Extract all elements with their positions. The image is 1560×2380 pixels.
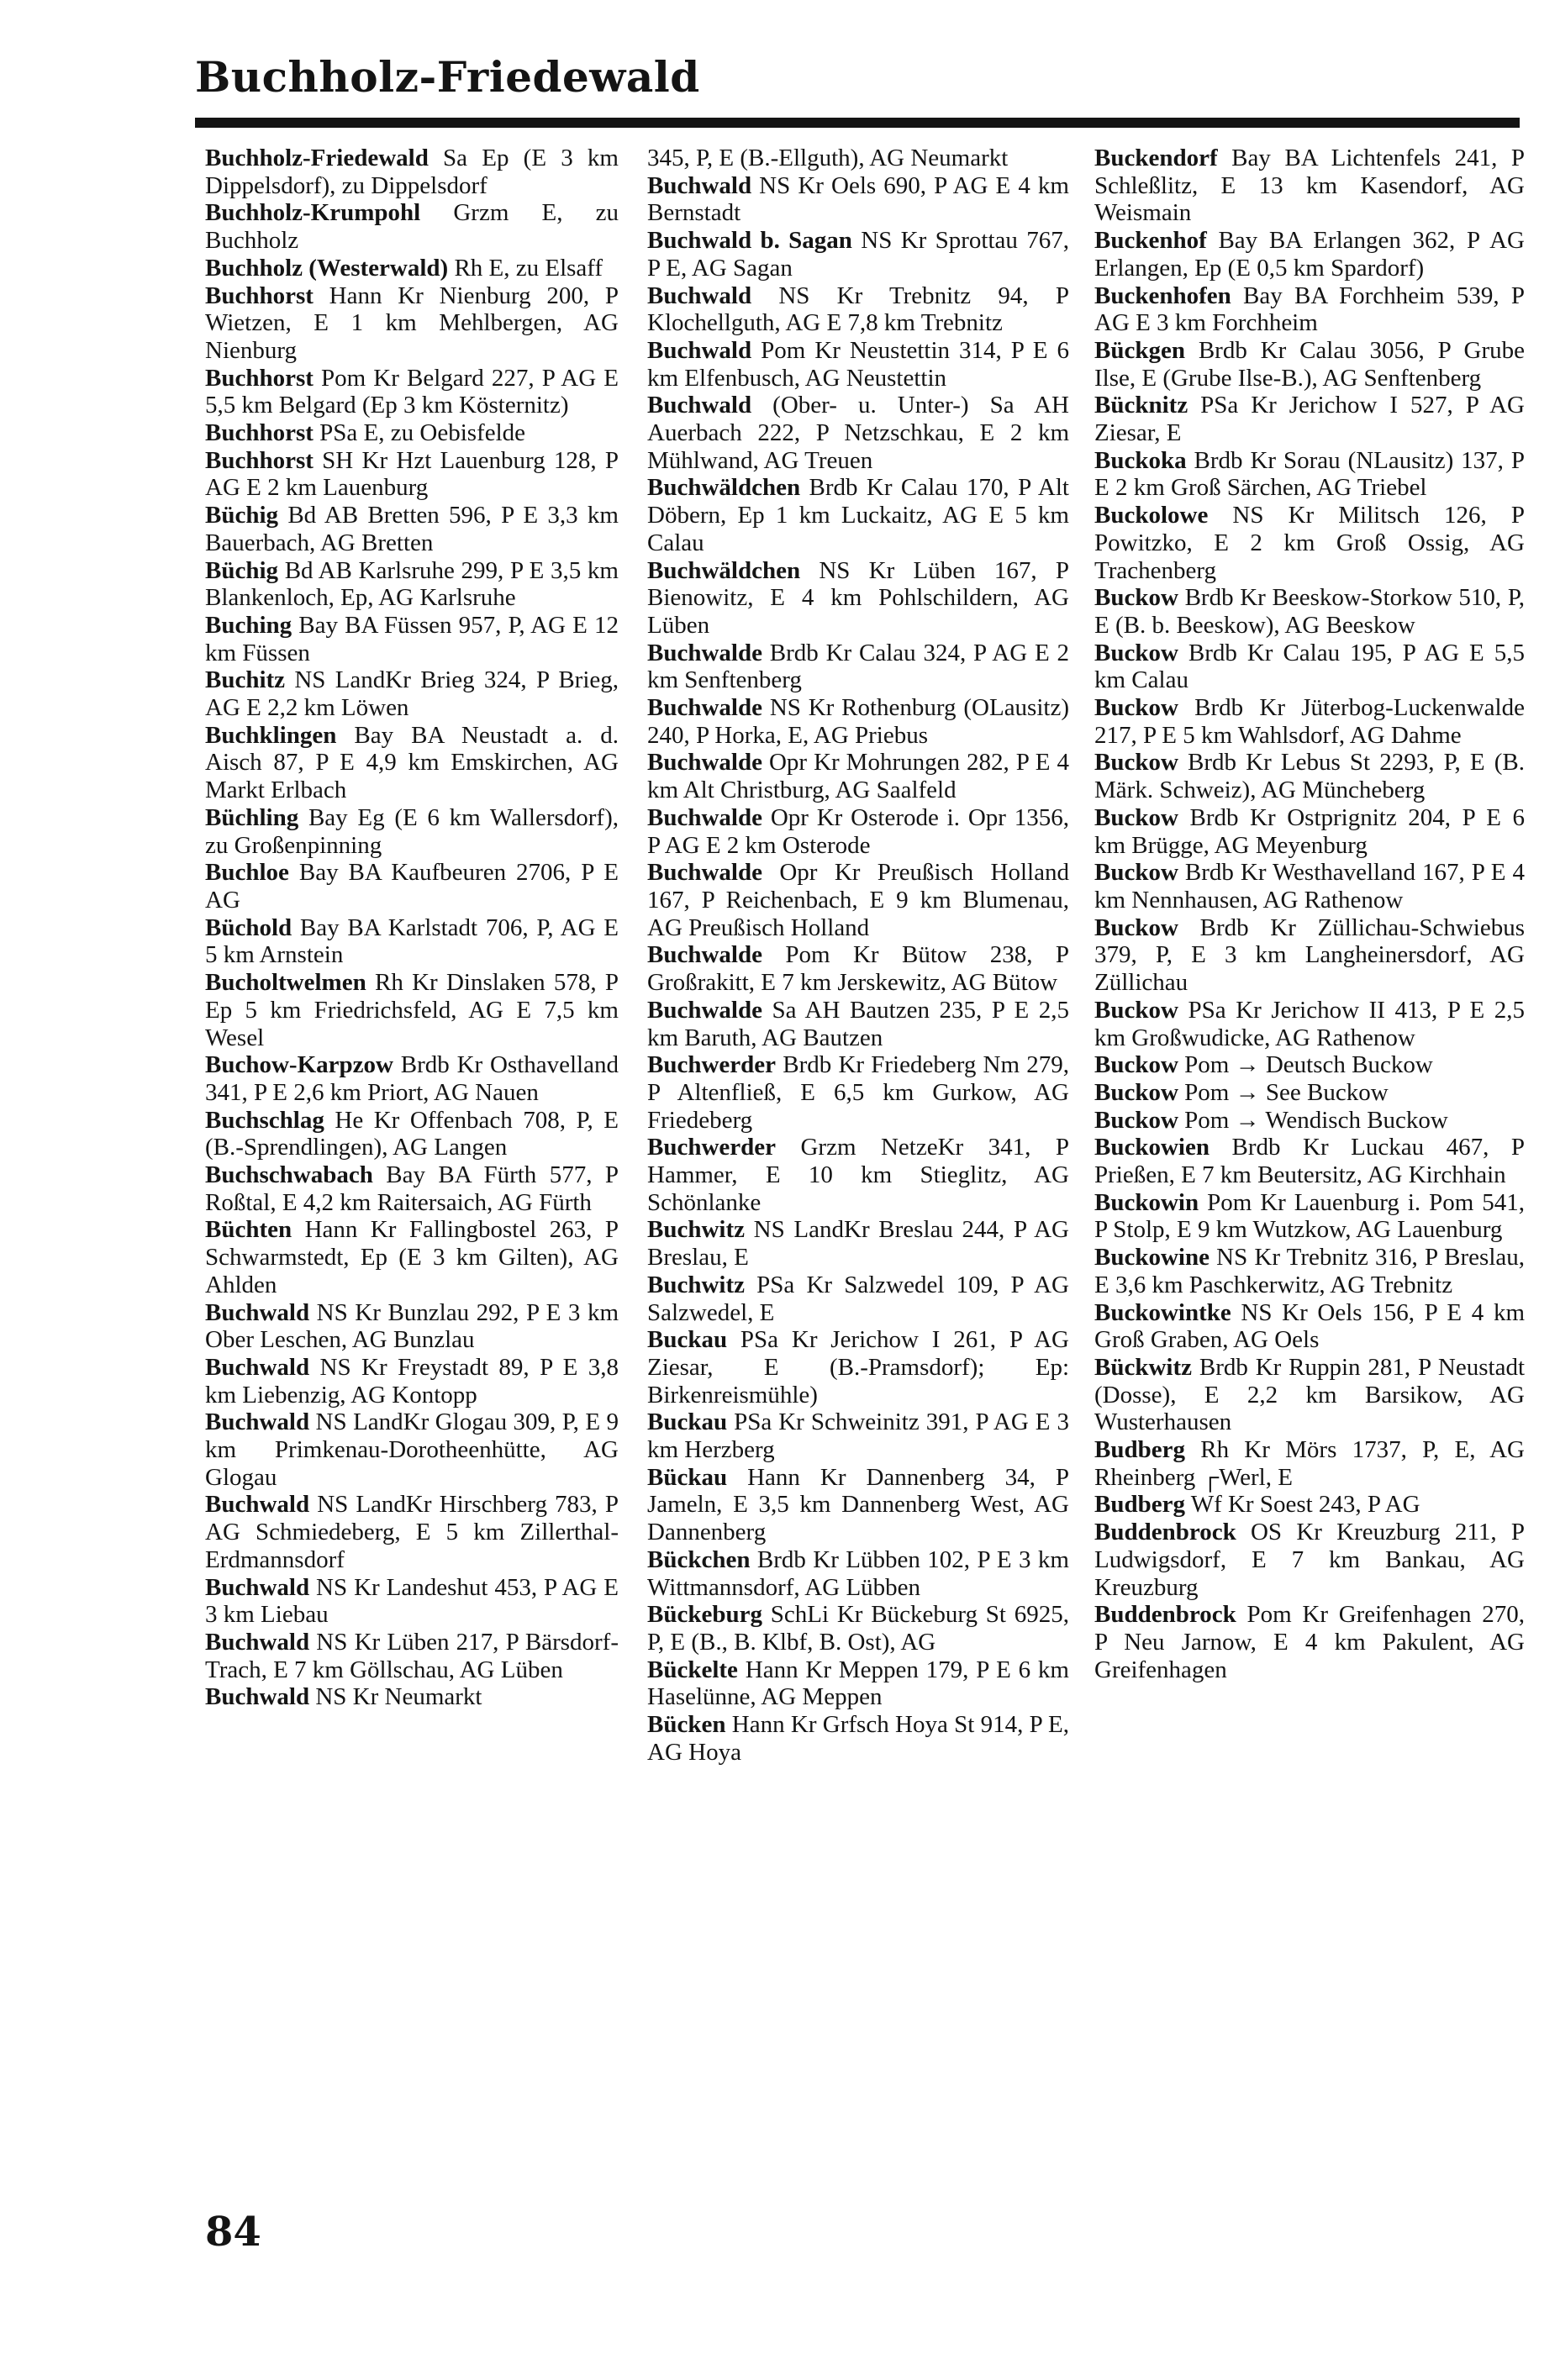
entry-text: Brdb Kr Lebus St 2293, P, E (B. Märk. Schweiz), AG Müncheberg — [1094, 749, 1525, 804]
gazetteer-entry — [205, 282, 619, 365]
entry-text: Brdb Kr Beeskow-Storkow 510, P, E (B. b. Beeskow), AG Beeskow — [1094, 584, 1525, 639]
column-1 — [205, 145, 619, 2178]
gazetteer-entry — [205, 612, 619, 666]
entry-headword: Büchten — [205, 1216, 292, 1244]
entry-headword: Buckow — [1094, 1106, 1178, 1134]
entry-text: Bd AB Karlsruhe 299, P E 3,5 km Blankenloch, Ep, AG Karlsruhe — [205, 556, 619, 612]
entry-headword: Buchhorst — [205, 446, 314, 474]
entry-headword: Buchitz — [205, 666, 286, 694]
entry-headword: Buckoka — [1094, 446, 1187, 474]
gazetteer-entry — [647, 749, 1069, 803]
entry-headword: Buchwalde — [647, 694, 762, 722]
gazetteer-entry — [1094, 145, 1525, 227]
entry-text: Brdb Kr Züllichau-Schwiebus 379, P, E 3 km Langheinersdorf, AG Züllichau — [1094, 914, 1525, 997]
gazetteer-entry — [205, 557, 619, 612]
gazetteer-entry — [647, 804, 1069, 859]
gazetteer-entry — [1094, 914, 1525, 997]
entry-text: Brdb Kr Osthavelland 341, P E 2,6 km Priort, AG Nauen — [205, 1051, 619, 1106]
running-head: Buchholz-Friedewald — [195, 52, 700, 102]
entry-headword: Buchow-Karpzow — [205, 1051, 393, 1079]
entry-text: Bay BA Kaufbeuren 2706, P E AG — [205, 859, 619, 914]
gazetteer-entry — [1094, 1244, 1525, 1298]
entry-text: Bay BA Fürth 577, P Roßtal, E 4,2 km Raitersaich, AG Fürth — [205, 1161, 619, 1216]
entry-text: PSa E, zu Oebisfelde — [313, 419, 526, 447]
entry-text: Pom Kr Bütow 238, P Großrakitt, E 7 km Jerskewitz, AG Bütow — [647, 941, 1069, 997]
entry-text: NS LandKr Hirschberg 783, P AG Schmiedeberg, E 5 km Zillerthal-Erdmannsdorf — [205, 1491, 619, 1573]
gazetteer-entry — [1094, 859, 1525, 914]
gazetteer-entry — [1094, 1189, 1525, 1244]
entry-text: NS Kr Militsch 126, P Powitzko, E 2 km Groß Ossig, AG Trachenberg — [1094, 502, 1525, 584]
entry-headword: Büchling — [205, 803, 299, 831]
gazetteer-entry — [1094, 1519, 1525, 1601]
entry-text: Wf Kr Soest 243, P AG — [1184, 1491, 1420, 1519]
gazetteer-entry — [1094, 694, 1525, 749]
entry-text: NS LandKr Brieg 324, P Brieg, AG E 2,2 km Löwen — [205, 666, 619, 722]
entry-headword: Büchig — [205, 502, 279, 529]
gazetteer-entry — [205, 1161, 619, 1216]
gazetteer-entry — [205, 447, 619, 502]
entry-headword: Buckau — [647, 1409, 728, 1436]
entry-text: NS Kr Rothenburg (OLausitz) 240, P Horka, E, AG Priebus — [647, 694, 1069, 749]
gazetteer-entry — [1094, 749, 1525, 803]
gazetteer-entry — [1094, 804, 1525, 859]
entry-headword: Buchwald — [205, 1491, 310, 1519]
entry-text: Sa AH Bautzen 235, P E 2,5 km Baruth, AG Bautzen — [647, 996, 1069, 1051]
entry-headword: Buchwald — [205, 1409, 310, 1436]
gazetteer-entry — [647, 1409, 1069, 1463]
entry-headword: Buckenhofen — [1094, 282, 1231, 309]
gazetteer-entry — [647, 997, 1069, 1051]
gazetteer-entry — [205, 859, 619, 914]
entry-headword: Buddenbrock — [1094, 1519, 1236, 1546]
entry-text: NS Kr Sprottau 767, P E, AG Sagan — [647, 227, 1069, 282]
entry-headword: Buckow — [1094, 1051, 1178, 1079]
entry-headword: Buckow — [1094, 914, 1178, 941]
entry-headword: Buchwald — [205, 1683, 310, 1711]
entry-headword: Büchold — [205, 914, 292, 941]
entry-text: He Kr Offenbach 708, P, E (B.-Sprendlingen), AG Langen — [205, 1106, 619, 1161]
gazetteer-entry — [1094, 1601, 1525, 1683]
gazetteer-entry — [205, 145, 619, 199]
gazetteer-entry — [647, 694, 1069, 749]
entry-text: Grzm E, zu Buchholz — [205, 199, 619, 255]
entry-headword: Buckowin — [1094, 1188, 1199, 1216]
entry-headword: Buchholz-Krumpohl — [205, 199, 421, 227]
entry-headword: Buckow — [1094, 584, 1178, 612]
gazetteer-entry — [647, 227, 1069, 282]
entry-text: Pom Kr Lauenburg i. Pom 541, P Stolp, E 9 km Wutzkow, AG Lauenburg — [1094, 1188, 1525, 1244]
gazetteer-entry — [647, 1272, 1069, 1326]
entry-headword: Buckendorf — [1094, 145, 1218, 171]
entry-text: Bay BA Karlstadt 706, P, AG E 5 km Arnstein — [205, 914, 619, 969]
entry-text: NS LandKr Glogau 309, P, E 9 km Primkenau-Dorotheenhütte, AG Glogau — [205, 1409, 619, 1491]
entry-headword: Budberg — [1094, 1491, 1185, 1519]
gazetteer-entry — [1094, 392, 1525, 446]
gazetteer-entry — [647, 282, 1069, 337]
entry-text: Pom Kr Belgard 227, P AG E 5,5 km Belgard (Ep 3 km Kösternitz) — [205, 364, 619, 419]
entry-headword: Buchloe — [205, 859, 289, 887]
gazetteer-entry — [1094, 502, 1525, 584]
entry-text: Bay BA Füssen 957, P, AG E 12 km Füssen — [205, 611, 619, 666]
entry-headword: Bücknitz — [1094, 392, 1188, 419]
entry-text: Brdb Kr Calau 324, P AG E 2 km Senftenberg — [647, 639, 1069, 694]
gazetteer-entry — [1094, 282, 1525, 337]
entry-headword: Buchwald — [647, 282, 752, 309]
gazetteer-entry — [1094, 1134, 1525, 1188]
entry-headword: Buchwald b. Sagan — [647, 227, 852, 255]
entry-text: NS Kr Lüben 217, P Bärsdorf-Trach, E 7 km Göllschau, AG Lüben — [205, 1628, 619, 1683]
entry-headword: Budberg — [1094, 1436, 1185, 1464]
entry-text: Bay BA Erlangen 362, P AG Erlangen, Ep (E 0,5 km Spardorf) — [1094, 227, 1525, 282]
entry-text: Brdb Kr Luckau 467, P Prießen, E 7 km Beutersitz, AG Kirchhain — [1094, 1134, 1525, 1189]
gazetteer-entry — [647, 145, 1069, 172]
gazetteer-entry — [205, 1299, 619, 1354]
entry-headword: Buckolowe — [1094, 502, 1209, 529]
entry-headword: Buchwerder — [647, 1134, 777, 1161]
entry-headword: Buckow — [1094, 859, 1178, 887]
entry-text: PSa Kr Jerichow II 413, P E 2,5 km Großwudicke, AG Rathenow — [1094, 996, 1525, 1051]
entry-text: Pom → Deutsch Buckow — [1178, 1051, 1433, 1079]
entry-headword: Bucholtwelmen — [205, 969, 366, 997]
entry-text: Hann Kr Nienburg 200, P Wietzen, E 1 km Mehlbergen, AG Nienburg — [205, 282, 619, 364]
entry-text: Pom → Wendisch Buckow — [1178, 1106, 1448, 1134]
entry-text: Bay Eg (E 6 km Wallersdorf), zu Großenpinning — [205, 803, 619, 859]
gazetteer-entry — [205, 722, 619, 804]
gazetteer-entry — [1094, 584, 1525, 639]
gazetteer-entry — [205, 199, 619, 254]
entry-headword: Buchwalde — [647, 749, 762, 777]
entry-text: PSa Kr Salzwedel 109, P AG Salzwedel, E — [647, 1271, 1069, 1326]
entry-text: Hann Kr Dannenberg 34, P Jameln, E 3,5 km Dannenberg West, AG Dannenberg — [647, 1463, 1069, 1546]
gazetteer-entry — [647, 1464, 1069, 1546]
entry-headword: Bückgen — [1094, 336, 1185, 364]
entry-headword: Buchklingen — [205, 721, 337, 749]
entry-headword: Buckow — [1094, 803, 1178, 831]
gazetteer-entry — [205, 1107, 619, 1161]
entry-text: Brdb Kr Calau 195, P AG E 5,5 km Calau — [1094, 639, 1525, 694]
entry-headword: Buchwitz — [647, 1216, 745, 1244]
entry-headword: Buchwald — [205, 1573, 310, 1601]
entry-text: NS Kr Freystadt 89, P E 3,8 km Liebenzig, AG Kontopp — [205, 1353, 619, 1409]
gazetteer-entry — [647, 172, 1069, 227]
entry-text: Bay BA Lichtenfels 241, P Schleßlitz, E 13 km Kasendorf, AG Weismain — [1094, 145, 1525, 227]
gazetteer-entry — [647, 474, 1069, 556]
entry-headword: Buchwalde — [647, 639, 762, 666]
entry-headword: Buckow — [1094, 1078, 1178, 1106]
entry-headword: Buchwald — [205, 1298, 310, 1326]
gazetteer-entry — [205, 666, 619, 721]
entry-text: Brdb Kr Ruppin 281, P Neustadt (Dosse), E 2,2 km Barsikow, AG Wusterhausen — [1094, 1353, 1525, 1436]
entry-headword: Buckowien — [1094, 1134, 1210, 1161]
entry-headword: Buckowintke — [1094, 1298, 1231, 1326]
gazetteer-entry — [205, 1354, 619, 1409]
entry-text: NS Kr Oels 690, P AG E 4 km Bernstadt — [647, 171, 1069, 227]
entry-text: SchLi Kr Bückeburg St 6925, P, E (B., B. Klbf, B. Ost), AG — [647, 1601, 1069, 1656]
entry-text: Sa Ep (E 3 km Dippelsdorf), zu Dippelsdorf — [205, 145, 619, 199]
entry-headword: Buchwalde — [647, 859, 762, 887]
column-3 — [1094, 145, 1525, 2178]
entry-text: Hann Kr Fallingbostel 263, P Schwarmstedt, Ep (E 3 km Gilten), AG Ahlden — [205, 1216, 619, 1298]
gazetteer-entry — [1094, 227, 1525, 282]
gazetteer-entry — [205, 1683, 619, 1711]
entry-headword: Buckow — [1094, 996, 1178, 1024]
entry-headword: Buchwalde — [647, 941, 762, 969]
gazetteer-entry — [1094, 1107, 1525, 1135]
entry-text: Hann Kr Grfsch Hoya St 914, P E, AG Hoya — [647, 1711, 1069, 1766]
gazetteer-entry — [205, 255, 619, 282]
gazetteer-entry — [647, 1656, 1069, 1711]
entry-text: Bay BA Neustadt a. d. Aisch 87, P E 4,9 km Emskirchen, AG Markt Erlbach — [205, 721, 619, 804]
entry-text: OS Kr Kreuzburg 211, P Ludwigsdorf, E 7 km Bankau, AG Kreuzburg — [1094, 1519, 1525, 1601]
entry-headword: Buchwald — [647, 392, 752, 419]
entry-text: NS Kr Neumarkt — [309, 1683, 482, 1711]
entry-headword: Buchwald — [647, 171, 752, 199]
entry-text: Brdb Kr Jüterbog-Luckenwalde 217, P E 5 km Wahlsdorf, AG Dahme — [1094, 694, 1525, 749]
entry-text: Brdb Kr Ostprignitz 204, P E 6 km Brügge, AG Meyenburg — [1094, 803, 1525, 859]
entry-text: Brdb Kr Friedeberg Nm 279, P Altenfließ, E 6,5 km Gurkow, AG Friedeberg — [647, 1051, 1069, 1134]
gazetteer-entry — [1094, 1491, 1525, 1519]
entry-text: Bd AB Bretten 596, P E 3,3 km Bauerbach, AG Bretten — [205, 502, 619, 556]
entry-text: Bay BA Forchheim 539, P AG E 3 km Forchheim — [1094, 282, 1525, 337]
entry-headword: Buchholz-Friedewald — [205, 145, 429, 171]
gazetteer-entry — [205, 804, 619, 859]
gazetteer-entry — [205, 1409, 619, 1491]
entry-text: Rh Kr Dinslaken 578, P Ep 5 km Friedrichsfeld, AG E 7,5 km Wesel — [205, 969, 619, 1051]
gazetteer-entry — [205, 1574, 619, 1629]
gazetteer-entry — [647, 1546, 1069, 1601]
entry-headword: Buchholz (Westerwald) — [205, 254, 449, 282]
entry-text: Pom Kr Greifenhagen 270, P Neu Jarnow, E 4 km Pakulent, AG Greifenhagen — [1094, 1601, 1525, 1683]
entry-text: Hann Kr Meppen 179, P E 6 km Haselünne, AG Meppen — [647, 1656, 1069, 1711]
entry-headword: Bückelte — [647, 1656, 738, 1683]
gazetteer-entry — [205, 1491, 619, 1573]
gazetteer-entry — [1094, 1354, 1525, 1436]
entry-text: Brdb Kr Westhavelland 167, P E 4 km Nennhausen, AG Rathenow — [1094, 859, 1525, 914]
entry-text: Pom Kr Neustettin 314, P E 6 km Elfenbusch, AG Neustettin — [647, 336, 1069, 392]
gazetteer-entry — [205, 365, 619, 419]
entry-headword: Buchwerder — [647, 1051, 777, 1079]
entry-headword: Buckow — [1094, 749, 1178, 777]
gazetteer-entry — [647, 1326, 1069, 1409]
entry-text: Brdb Kr Sorau (NLausitz) 137, P E 2 km Groß Särchen, AG Triebel — [1094, 446, 1525, 502]
entry-text: Opr Kr Osterode i. Opr 1356, P AG E 2 km Osterode — [647, 803, 1069, 859]
entry-headword: Buchwalde — [647, 996, 762, 1024]
gazetteer-entry — [647, 1601, 1069, 1656]
gazetteer-entry — [205, 502, 619, 556]
entry-headword: Buckenhof — [1094, 227, 1207, 255]
entry-headword: Buchwald — [205, 1628, 310, 1656]
entry-headword: Bücken — [647, 1711, 726, 1739]
page-number: 84 — [205, 2209, 261, 2256]
gazetteer-entry — [205, 1216, 619, 1298]
entry-headword: Buchhorst — [205, 282, 314, 309]
entry-text: Pom → See Buckow — [1178, 1078, 1389, 1106]
gazetteer-entry — [647, 392, 1069, 474]
entry-text: Grzm NetzeKr 341, P Hammer, E 10 km Stieglitz, AG Schönlanke — [647, 1134, 1069, 1216]
entry-headword: Bückchen — [647, 1545, 751, 1573]
gazetteer-entry — [205, 969, 619, 1051]
entry-headword: Bückeburg — [647, 1601, 762, 1629]
entry-text: NS Kr Oels 156, P E 4 km Groß Graben, AG Oels — [1094, 1298, 1525, 1354]
entry-headword: Buchhorst — [205, 419, 314, 447]
entry-headword: Buchwald — [647, 336, 752, 364]
entry-text: NS Kr Trebnitz 94, P Klochellguth, AG E 7,8 km Trebnitz — [647, 282, 1069, 337]
gazetteer-entry — [205, 1051, 619, 1106]
entry-headword: Bückwitz — [1094, 1353, 1192, 1381]
gazetteer-entry — [647, 941, 1069, 996]
gazetteer-entry — [647, 1051, 1069, 1134]
entry-text: Opr Kr Preußisch Holland 167, P Reichenbach, E 9 km Blumenau, AG Preußisch Holland — [647, 859, 1069, 941]
entry-headword: Buckau — [647, 1326, 728, 1354]
gazetteer-entry — [205, 1629, 619, 1683]
gazetteer-entry — [1094, 1051, 1525, 1079]
entry-text: PSa Kr Schweinitz 391, P AG E 3 km Herzberg — [647, 1409, 1069, 1464]
entry-headword: Buchhorst — [205, 364, 314, 392]
gazetteer-entry — [1094, 640, 1525, 694]
entry-headword: Buddenbrock — [1094, 1601, 1236, 1629]
gazetteer-entry — [647, 1216, 1069, 1271]
gazetteer-entry — [1094, 997, 1525, 1051]
entry-text: NS LandKr Breslau 244, P AG Breslau, E — [647, 1216, 1069, 1272]
entry-text: Opr Kr Mohrungen 282, P E 4 km Alt Christburg, AG Saalfeld — [647, 749, 1069, 804]
gazetteer-entry — [1094, 1079, 1525, 1107]
gazetteer-entry — [1094, 1436, 1525, 1491]
entry-headword: Buchwald — [205, 1353, 310, 1381]
gazetteer-entry — [647, 1134, 1069, 1216]
gazetteer-entry — [647, 337, 1069, 392]
gazetteer-entry — [205, 914, 619, 969]
entry-headword: Buchwalde — [647, 803, 762, 831]
entry-text: Brdb Kr Calau 3056, P Grube Ilse, E (Grube Ilse-B.), AG Senftenberg — [1094, 336, 1525, 392]
entry-text: NS Kr Lüben 167, P Bienowitz, E 4 km Pohlschildern, AG Lüben — [647, 556, 1069, 639]
entry-headword: Buchwäldchen — [647, 474, 801, 502]
entry-headword: Büchig — [205, 556, 279, 584]
gazetteer-entry — [647, 640, 1069, 694]
gazetteer-entry — [1094, 447, 1525, 502]
entry-text: Brdb Kr Calau 170, P Alt Döbern, Ep 1 km Luckaitz, AG E 5 km Calau — [647, 474, 1069, 556]
gazetteer-entry — [647, 557, 1069, 640]
gazetteer-entry — [647, 1711, 1069, 1766]
entry-text: Brdb Kr Lübben 102, P E 3 km Wittmannsdorf, AG Lübben — [647, 1545, 1069, 1601]
gazetteer-entry — [647, 859, 1069, 941]
entry-text: PSa Kr Jerichow I 261, P AG Ziesar, E (B.-Pramsdorf); Ep: Birkenreismühle) — [647, 1326, 1069, 1409]
entry-headword: Buckow — [1094, 694, 1178, 722]
header-rule — [195, 118, 1520, 128]
entry-text: (Ober- u. Unter-) Sa AH Auerbach 222, P Netzschkau, E 2 km Mühlwand, AG Treuen — [647, 392, 1069, 474]
column-2 — [647, 145, 1069, 2178]
gazetteer-entry — [205, 419, 619, 447]
entry-text: Rh Kr Mörs 1737, P, E, AG Rheinberg ┌Werl, E — [1094, 1436, 1525, 1491]
entry-text: PSa Kr Jerichow I 527, P AG Ziesar, E — [1094, 392, 1525, 447]
entry-headword: Buchschlag — [205, 1106, 324, 1134]
entry-headword: Buckow — [1094, 639, 1178, 666]
entry-text: NS Kr Landeshut 453, P AG E 3 km Liebau — [205, 1573, 619, 1629]
entry-headword: Buchschwabach — [205, 1161, 373, 1189]
entry-headword: Buchwäldchen — [647, 556, 801, 584]
entry-headword: Bückau — [647, 1463, 728, 1491]
entry-headword: Buchwitz — [647, 1271, 745, 1298]
entry-headword: Buckowine — [1094, 1244, 1210, 1272]
entry-text: NS Kr Trebnitz 316, P Breslau, E 3,6 km Paschkerwitz, AG Trebnitz — [1094, 1244, 1525, 1298]
gazetteer-entry — [1094, 1299, 1525, 1354]
entry-headword: Buching — [205, 611, 292, 639]
entry-text: NS Kr Bunzlau 292, P E 3 km Ober Leschen, AG Bunzlau — [205, 1298, 619, 1354]
entry-text: Rh E, zu Elsaff — [448, 254, 603, 282]
gazetteer-entry — [1094, 337, 1525, 392]
entry-text: SH Kr Hzt Lauenburg 128, P AG E 2 km Lauenburg — [205, 446, 619, 502]
entry-text: 345, P, E (B.-Ellguth), AG Neumarkt — [647, 145, 1009, 171]
